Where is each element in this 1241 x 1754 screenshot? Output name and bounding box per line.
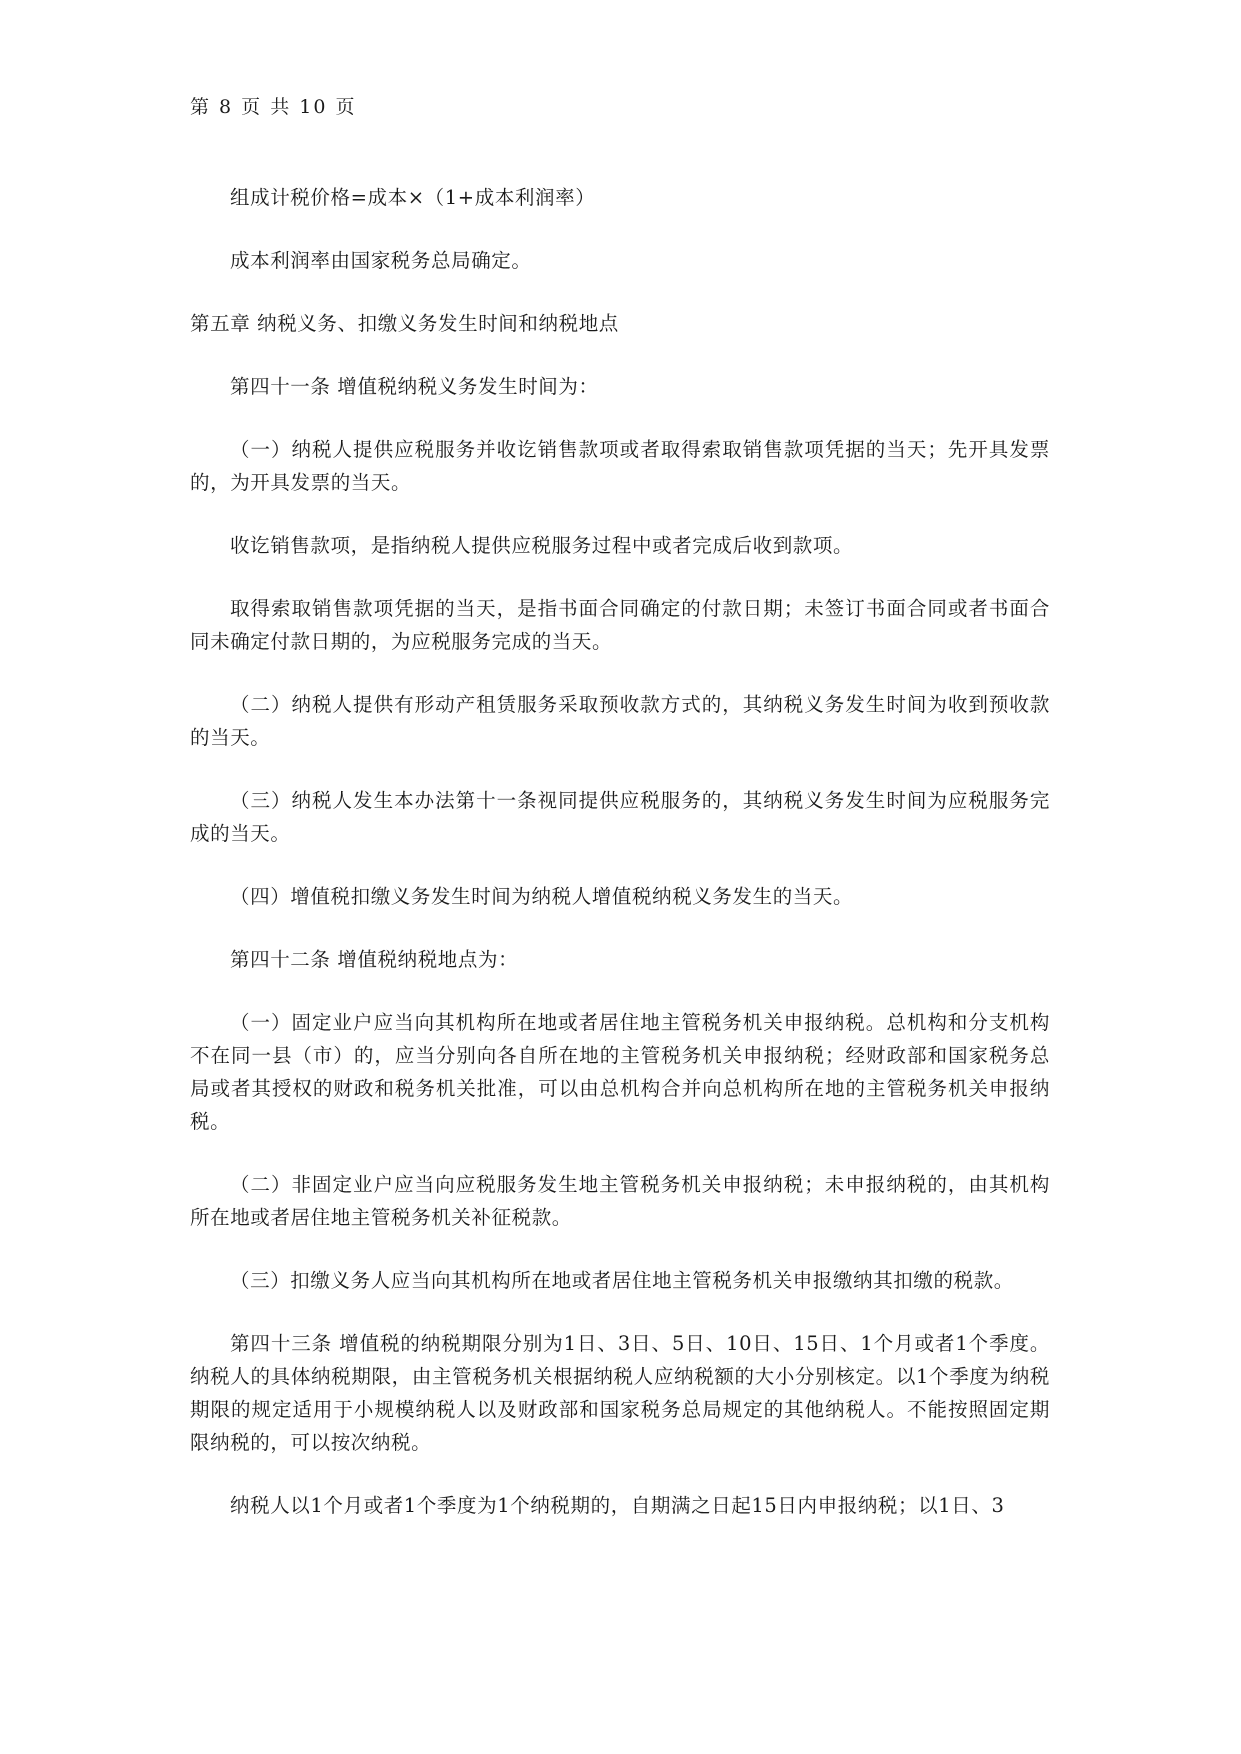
paragraph: （三）扣缴义务人应当向其机构所在地或者居住地主管税务机关申报缴纳其扣缴的税款。	[230, 1269, 1014, 1292]
paragraph: （三）纳税人发生本办法第十一条视同提供应税服务的，其纳税义务发生时间为应税服务完成的当天。	[190, 789, 1050, 845]
document-body	[190, 181, 1050, 1552]
paragraph: （一）纳税人提供应税服务并收讫销售款项或者取得索取销售款项凭据的当天；先开具发票的，为开具发票的当天。	[190, 438, 1050, 494]
paragraph: （一）固定业户应当向其机构所在地或者居住地主管税务机关申报纳税。总机构和分支机构不在同一县（市）的，应当分别向各自所在地的主管税务机关申报纳税；经财政部和国家税务总局或者其授权的财政和税务机关批准，可以由总机构合并向总机构所在地的主管税务机关申报纳税。	[190, 1011, 1050, 1133]
paragraph: 成本利润率由国家税务总局确定。	[230, 249, 532, 272]
paragraph: 取得索取销售款项凭据的当天，是指书面合同确定的付款日期；未签订书面合同或者书面合同未确定付款日期的，为应税服务完成的当天。	[190, 597, 1050, 653]
paragraph: 收讫销售款项，是指纳税人提供应税服务过程中或者完成后收到款项。	[230, 534, 854, 557]
paragraph: 组成计税价格=成本×（1+成本利润率）	[230, 186, 596, 209]
paragraph: （二）非固定业户应当向应税服务发生地主管税务机关申报纳税；未申报纳税的，由其机构所在地或者居住地主管税务机关补征税款。	[190, 1173, 1050, 1229]
paragraph: （四）增值税扣缴义务发生时间为纳税人增值税纳税义务发生的当天。	[230, 885, 854, 908]
chapter-heading: 第五章 纳税义务、扣缴义务发生时间和纳税地点	[190, 312, 619, 335]
page-number-header: 第 8 页 共 10 页	[190, 96, 357, 118]
article-paragraph: 第四十三条 增值税的纳税期限分别为1日、3日、5日、10日、15日、1个月或者1个季度。纳税人的具体纳税期限，由主管税务机关根据纳税人应纳税额的大小分别核定。以1个季度为纳税期限的规定适用于小规模纳税人以及财政部和国家税务总局规定的其他纳税人。不能按照固定期限纳税的，可以按次纳税。	[190, 1332, 1050, 1454]
article-heading: 第四十二条 增值税纳税地点为：	[230, 948, 519, 971]
paragraph: （二）纳税人提供有形动产租赁服务采取预收款方式的，其纳税义务发生时间为收到预收款的当天。	[190, 693, 1050, 749]
article-heading: 第四十一条 增值税纳税义务发生时间为：	[230, 375, 599, 398]
paragraph: 纳税人以1个月或者1个季度为1个纳税期的，自期满之日起15日内申报纳税；以1日、3	[230, 1494, 1005, 1517]
